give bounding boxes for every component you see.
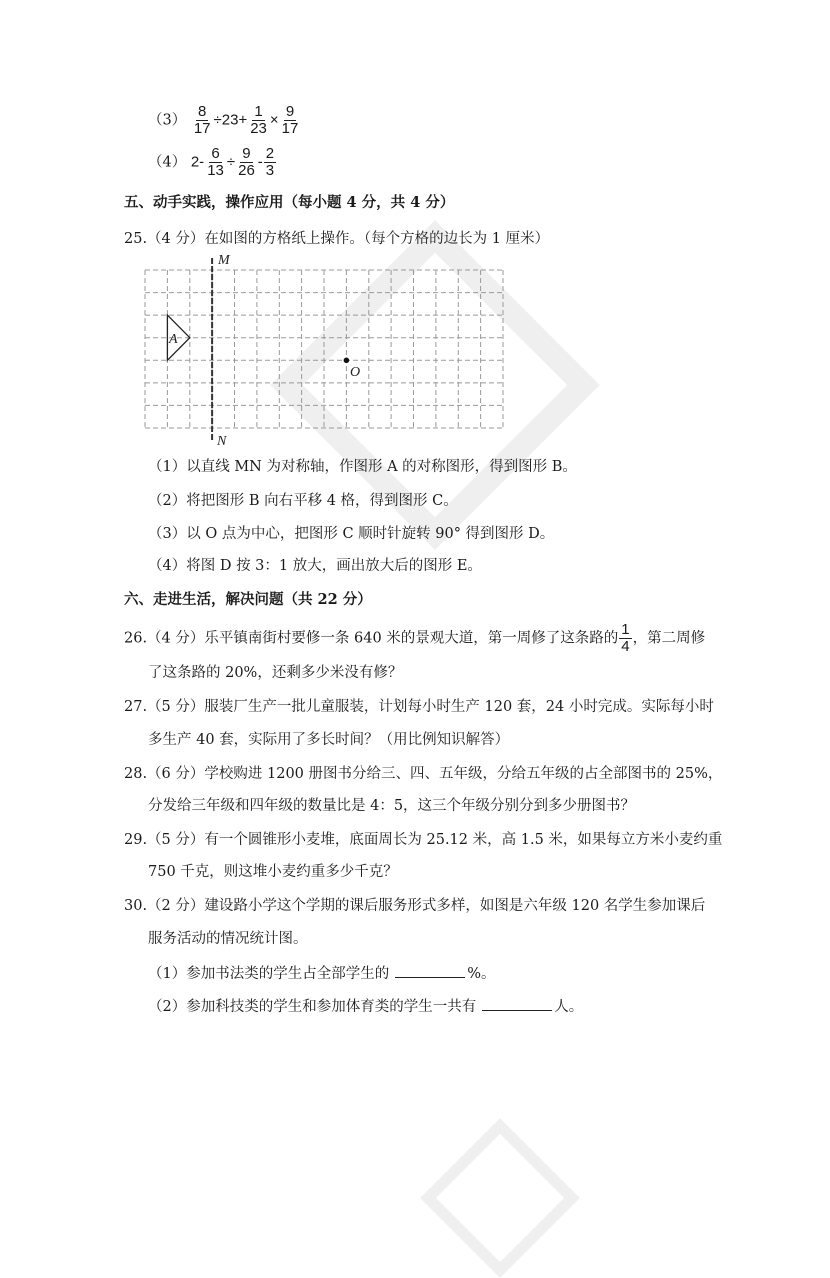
q30-sub-1: （1）参加书法类的学生占全部学生的 %。 <box>148 963 496 983</box>
watermark-logo-bottom <box>420 1118 580 1278</box>
label-n: N <box>217 434 227 449</box>
section-5-heading: 五、动手实践，操作应用（每小题 4 分，共 4 分） <box>124 194 455 211</box>
grid-figure <box>140 250 510 450</box>
label-o: O <box>350 365 361 380</box>
q30-line-1: 30.（2 分）建设路小学这个学期的课后服务形式多样，如图是六年级 120 名学生参加课后 <box>124 898 706 914</box>
fraction: $\frac{9}{26}$ <box>238 145 255 179</box>
q25-part-1: （1）以直线 MN 为对称轴，作图形 A 的对称图形，得到图形 B。 <box>148 459 577 475</box>
fraction: $\frac{6}{13}$ <box>207 145 224 179</box>
q25-part-4: （4）将图 D 按 3：1 放大，画出放大后的图形 E。 <box>148 558 482 574</box>
label-m: M <box>218 253 230 268</box>
q24-part-4: （4） 2- $\frac{6}{13}$ ÷ $\frac{9}{26}$ - $\frac{2}{3}$ <box>148 145 275 179</box>
grid-lines <box>145 270 503 428</box>
q25-part-2: （2）将把图形 B 向右平移 4 格，得到图形 C。 <box>148 493 458 509</box>
q27-line-1: 27.（5 分）服装厂生产一批儿童服装，计划每小时生产 120 套，24 小时完成。实际每小时 <box>124 699 714 715</box>
q29-line-1: 29.（5 分）有一个圆锥形小麦堆，底面周长为 25.12 米，高 1.5 米，如果每立方米小麦约重 <box>124 832 723 848</box>
q25-prompt: 25.（4 分）在如图的方格纸上操作。（每个方格的边长为 1 厘米） <box>124 231 550 247</box>
fraction: $\frac{1}{4}$ <box>621 621 630 655</box>
q27-line-2: 多生产 40 套，实际用了多长时间？（用比例知识解答） <box>148 732 510 748</box>
answer-blank-2[interactable] <box>482 996 552 1011</box>
section-6-heading: 六、走进生活，解决问题（共 22 分） <box>124 591 372 608</box>
answer-blank-1[interactable] <box>395 963 465 978</box>
q30-sub-2: （2）参加科技类的学生和参加体育类的学生一共有 人。 <box>148 996 583 1016</box>
q30-line-2: 服务活动的情况统计图。 <box>148 931 308 947</box>
fraction: $\frac{9}{17}$ <box>281 103 299 137</box>
label-a: A <box>169 332 178 347</box>
q24-part-3: （3） $\frac{8}{17}$ ÷23+ $\frac{1}{23}$ × $\frac{9}{17}$ <box>148 103 299 137</box>
q26-line-1: 26.（4 分）乐平镇南街村要修一条 640 米的景观大道，第一周修了这条路的 $\frac{1}{4}$ ，第二周修 <box>124 621 706 655</box>
q28-line-1: 28.（6 分）学校购进 1200 册图书分给三、四、五年级，分给五年级的占全部图书的 25%， <box>124 766 723 782</box>
q25-part-3: （3）以 O 点为中心，把图形 C 顺时针旋转 90° 得到图形 D。 <box>148 526 555 542</box>
q29-line-2: 750 千克，则这堆小麦约重多少千克？ <box>148 864 398 880</box>
q26-line-2: 了这条路的 20%，还剩多少米没有修？ <box>148 665 403 681</box>
fraction: $\frac{1}{23}$ <box>250 103 267 137</box>
fraction: $\frac{2}{3}$ <box>265 145 275 179</box>
point-o <box>344 358 350 364</box>
part-label: （4） <box>148 154 187 171</box>
part-label: （3） <box>148 112 187 129</box>
q28-line-2: 分发给三年级和四年级的数量比是 4：5，这三个年级分别分到多少册图书？ <box>148 798 636 814</box>
fraction: $\frac{8}{17}$ <box>193 103 211 137</box>
